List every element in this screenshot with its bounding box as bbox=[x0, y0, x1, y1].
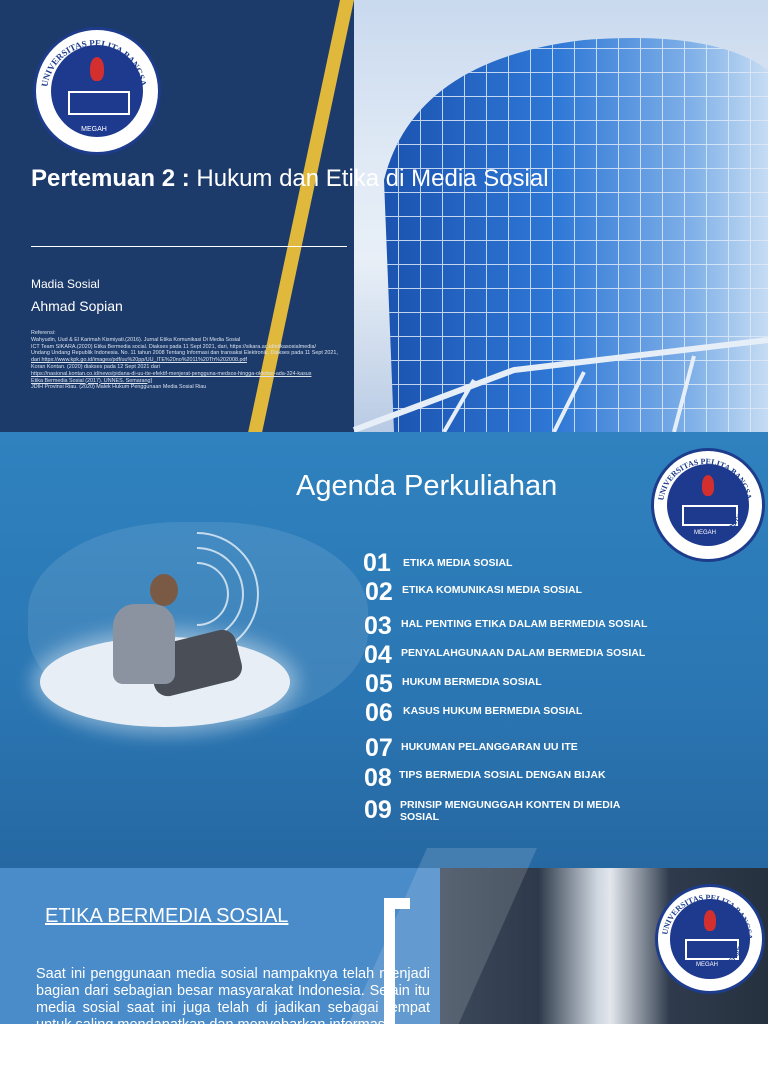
agenda-item-label: ETIKA MEDIA SOSIAL bbox=[403, 557, 513, 569]
agenda-item-label: PRINSIP MENGUNGGAH KONTEN DI MEDIA SOSIAL bbox=[400, 799, 620, 823]
agenda-number: 04 bbox=[364, 641, 392, 669]
university-logo bbox=[33, 27, 161, 155]
author-name: Ahmad Sopian bbox=[31, 298, 123, 314]
svg-text:UNIVERSITAS PELITA BANGSA: UNIVERSITAS PELITA BANGSA bbox=[656, 456, 754, 502]
person-head bbox=[150, 574, 178, 606]
university-logo bbox=[651, 448, 765, 562]
reference-line: Etika Bermedia Sosial (2017). UNNES. Semarang] bbox=[31, 377, 153, 384]
course-name: Madia Sosial bbox=[31, 277, 100, 291]
reference-line: Koran Kontan. (2020) diakses pada 12 Sept 2021 dari bbox=[31, 363, 160, 370]
agenda-item-label: HAL PENTING ETIKA DALAM BERMEDIA SOSIAL bbox=[401, 618, 648, 630]
agenda-title: Agenda Perkuliahan bbox=[296, 470, 558, 502]
agenda-number: 02 bbox=[365, 578, 393, 606]
section-body-text: Saat ini penggunaan media sosial nampaknya telah menjadi bagian dari sebagian besar masyarakat Indonesia. Selain itu media sosial saat ini juga telah di jadikan sebagai tempat untuk saling mendapatkan dan menyebarkan informasi bbox=[36, 966, 430, 1033]
reference-line: JDIH Provinsi Riau. (2020) Malek Hukum Penggunaan Media Sosial Riau bbox=[31, 384, 207, 391]
reference-line: Referensi: bbox=[31, 330, 56, 336]
reference-link[interactable]: dari https://www.kpk.go.id/images/pdf/uu%20pp/UU_ITE%20no%2011%20Th%202008.pdf bbox=[31, 357, 247, 364]
agenda-item-label: ETIKA KOMUNIKASI MEDIA SOSIAL bbox=[402, 584, 583, 596]
reference-list bbox=[31, 330, 411, 391]
building-photo bbox=[354, 0, 768, 432]
svg-text:MEGAH: MEGAH bbox=[81, 126, 107, 133]
svg-text:UNIVERSITAS PELITA BANGSA: UNIVERSITAS PELITA BANGSA bbox=[660, 892, 755, 941]
agenda-number: 01 bbox=[363, 549, 391, 577]
svg-text:ENTREPRENEUR UNIVERSITY: ENTREPRENEUR UNIVERSITY bbox=[668, 514, 744, 542]
agenda-item-label: PENYALAHGUNAAN DALAM BERMEDIA SOSIAL bbox=[401, 647, 646, 659]
agenda-number: 05 bbox=[365, 670, 393, 698]
reference-link[interactable]: https://nasional.kontan.co.id/news/pidana-di-uu-ite-efektif-menjerat-pengguna-medsos-hingga-oktober-ada-324-kasus bbox=[31, 370, 312, 377]
agenda-item-label: TIPS BERMEDIA SOSIAL DENGAN BIJAK bbox=[399, 769, 606, 781]
logo-ring-text bbox=[651, 448, 759, 556]
agenda-number: 03 bbox=[364, 612, 392, 640]
agenda-item-label: KASUS HUKUM BERMEDIA SOSIAL bbox=[403, 705, 583, 717]
agenda-number: 09 bbox=[364, 796, 392, 824]
agenda-number: 07 bbox=[365, 734, 393, 762]
agenda-slide bbox=[0, 432, 768, 868]
presentation-title: Pertemuan 2 : Hukum dan Etika di Media Sosial bbox=[31, 165, 549, 192]
title-slide bbox=[0, 0, 768, 432]
university-logo bbox=[655, 884, 765, 994]
title-divider bbox=[31, 246, 347, 247]
glass-building-illustration bbox=[354, 0, 768, 432]
logo-ring-text bbox=[655, 884, 759, 988]
reference-line: Wahyudin, Uud & El Karimah Kismiyati.(2016). Jurnal Etika Komunikasi Di Media Sosial bbox=[31, 336, 241, 343]
svg-text:MEGAH: MEGAH bbox=[693, 530, 717, 536]
agenda-item-label: HUKUM BERMEDIA SOSIAL bbox=[402, 676, 542, 688]
ethics-slide bbox=[0, 868, 768, 1033]
svg-text:ENTREPRENEUR UNIVERSITY: ENTREPRENEUR UNIVERSITY bbox=[672, 943, 746, 974]
svg-text:UNIVERSITAS PELITA BANGSA: UNIVERSITAS PELITA BANGSA bbox=[39, 37, 149, 88]
reference-line: ICT Team SIKARA.(2020) Etika Bermedia social. Diakses pada 11 Sept 2021, dari, https://sikara.ac.id/etikasosialmedia/ bbox=[31, 343, 316, 350]
agenda-number: 06 bbox=[365, 699, 393, 727]
section-title: ETIKA BERMEDIA SOSIAL bbox=[45, 905, 289, 927]
person-with-phone-illustration bbox=[113, 604, 175, 684]
logo-ring-text bbox=[33, 27, 155, 149]
svg-text:MEGAH: MEGAH bbox=[695, 962, 719, 968]
reference-line: Undang Undang Republik Indonesia. No. 11 tahun 2008 Tentang Informasi dan transaksi Elektronik. Diakses pada 11 Sept 2021, bbox=[31, 350, 338, 357]
agenda-item-label: HUKUMAN PELANGGARAN UU ITE bbox=[401, 741, 578, 753]
agenda-number: 08 bbox=[364, 764, 392, 792]
